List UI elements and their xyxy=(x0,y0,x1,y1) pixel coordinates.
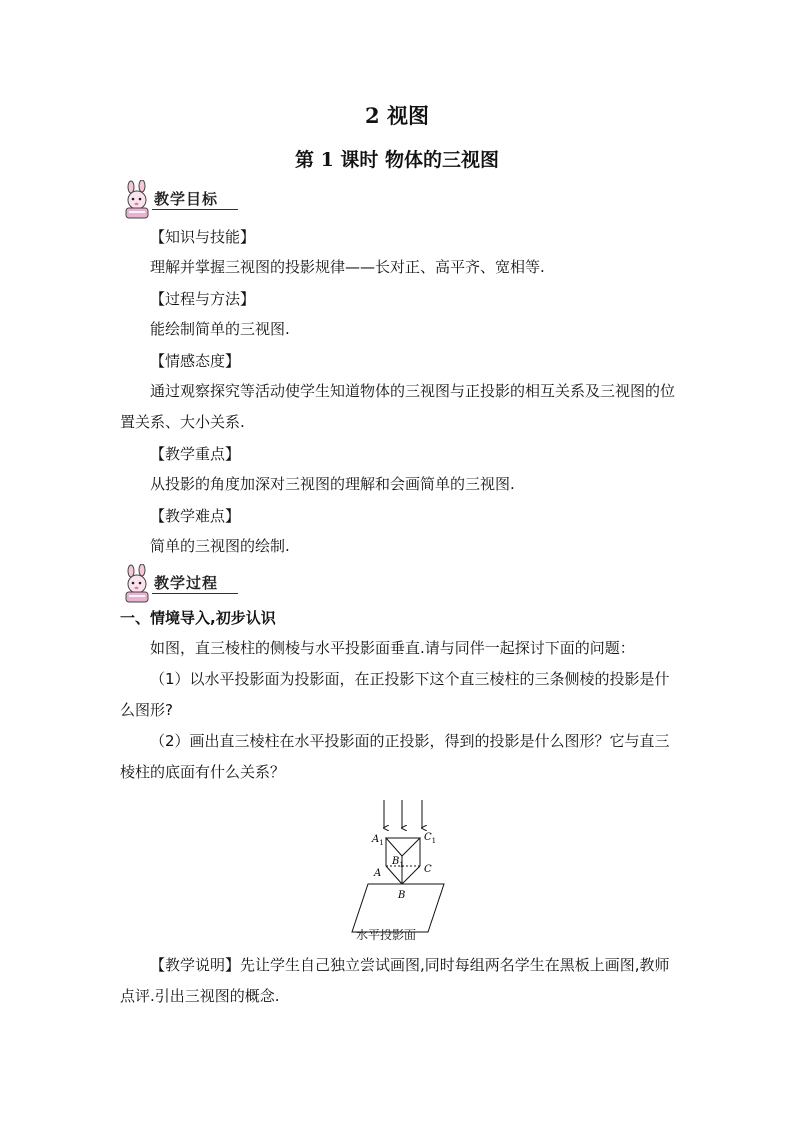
section-heading: 一、情境导入,初步认识 xyxy=(120,609,276,627)
prism-top-face xyxy=(386,838,420,856)
process-badge-label: 教学过程 xyxy=(154,574,219,592)
page-title: 2 视图 xyxy=(365,103,429,128)
difficulty-text: 简单的三视图的绘制. xyxy=(150,537,290,555)
badge-underline xyxy=(152,593,238,594)
badge-underline xyxy=(152,209,238,210)
label-b: B xyxy=(398,890,406,901)
prism-projection-figure xyxy=(340,788,460,948)
bunny-icon xyxy=(118,180,158,220)
difficulty-label: 【教学难点】 xyxy=(150,507,241,525)
label-c1: $C_1$ xyxy=(424,832,437,845)
key-point-label: 【教学重点】 xyxy=(150,445,241,463)
process-badge xyxy=(118,564,240,602)
label-b1: $B_1$ xyxy=(392,856,404,869)
label-c: C xyxy=(424,864,432,875)
knowledge-text: 理解并掌握三视图的投影规律——长对正、高平齐、宽相等. xyxy=(150,258,545,276)
knowledge-label: 【知识与技能】 xyxy=(150,228,256,246)
teaching-note: 【教学说明】先让学生自己独立尝试画图,同时每组两名学生在黑板上画图,教师点评.引出三视图的概念. xyxy=(120,956,670,1005)
label-a: A xyxy=(374,868,382,879)
intro-paragraph: 如图，直三棱柱的侧棱与水平投影面垂直.请与同伴一起探讨下面的问题： xyxy=(150,639,635,657)
method-label: 【过程与方法】 xyxy=(150,290,256,308)
method-text: 能绘制简单的三视图. xyxy=(150,320,290,338)
figure-caption: 水平投影面 xyxy=(356,928,417,942)
question-2: （2）画出直三棱柱在水平投影面的正投影，得到的投影是什么图形？它与直三棱柱的底面有什么关系？ xyxy=(120,732,670,781)
label-a1: $A_1$ xyxy=(372,834,384,847)
objectives-badge xyxy=(118,180,240,218)
objectives-badge-label: 教学目标 xyxy=(154,190,219,208)
attitude-text: 通过观察探究等活动使学生知道物体的三视图与正投影的相互关系及三视图的位置关系、大小关系. xyxy=(120,382,676,431)
attitude-label: 【情感态度】 xyxy=(150,352,241,370)
key-point-text: 从投影的角度加深对三视图的理解和会画简单的三视图. xyxy=(150,475,515,493)
question-1: （1）以水平投影面为投影面，在正投影下这个直三棱柱的三条侧棱的投影是什么图形? xyxy=(120,670,670,719)
bunny-icon xyxy=(118,564,158,604)
lesson-subtitle: 第 1 课时 物体的三视图 xyxy=(294,149,500,171)
